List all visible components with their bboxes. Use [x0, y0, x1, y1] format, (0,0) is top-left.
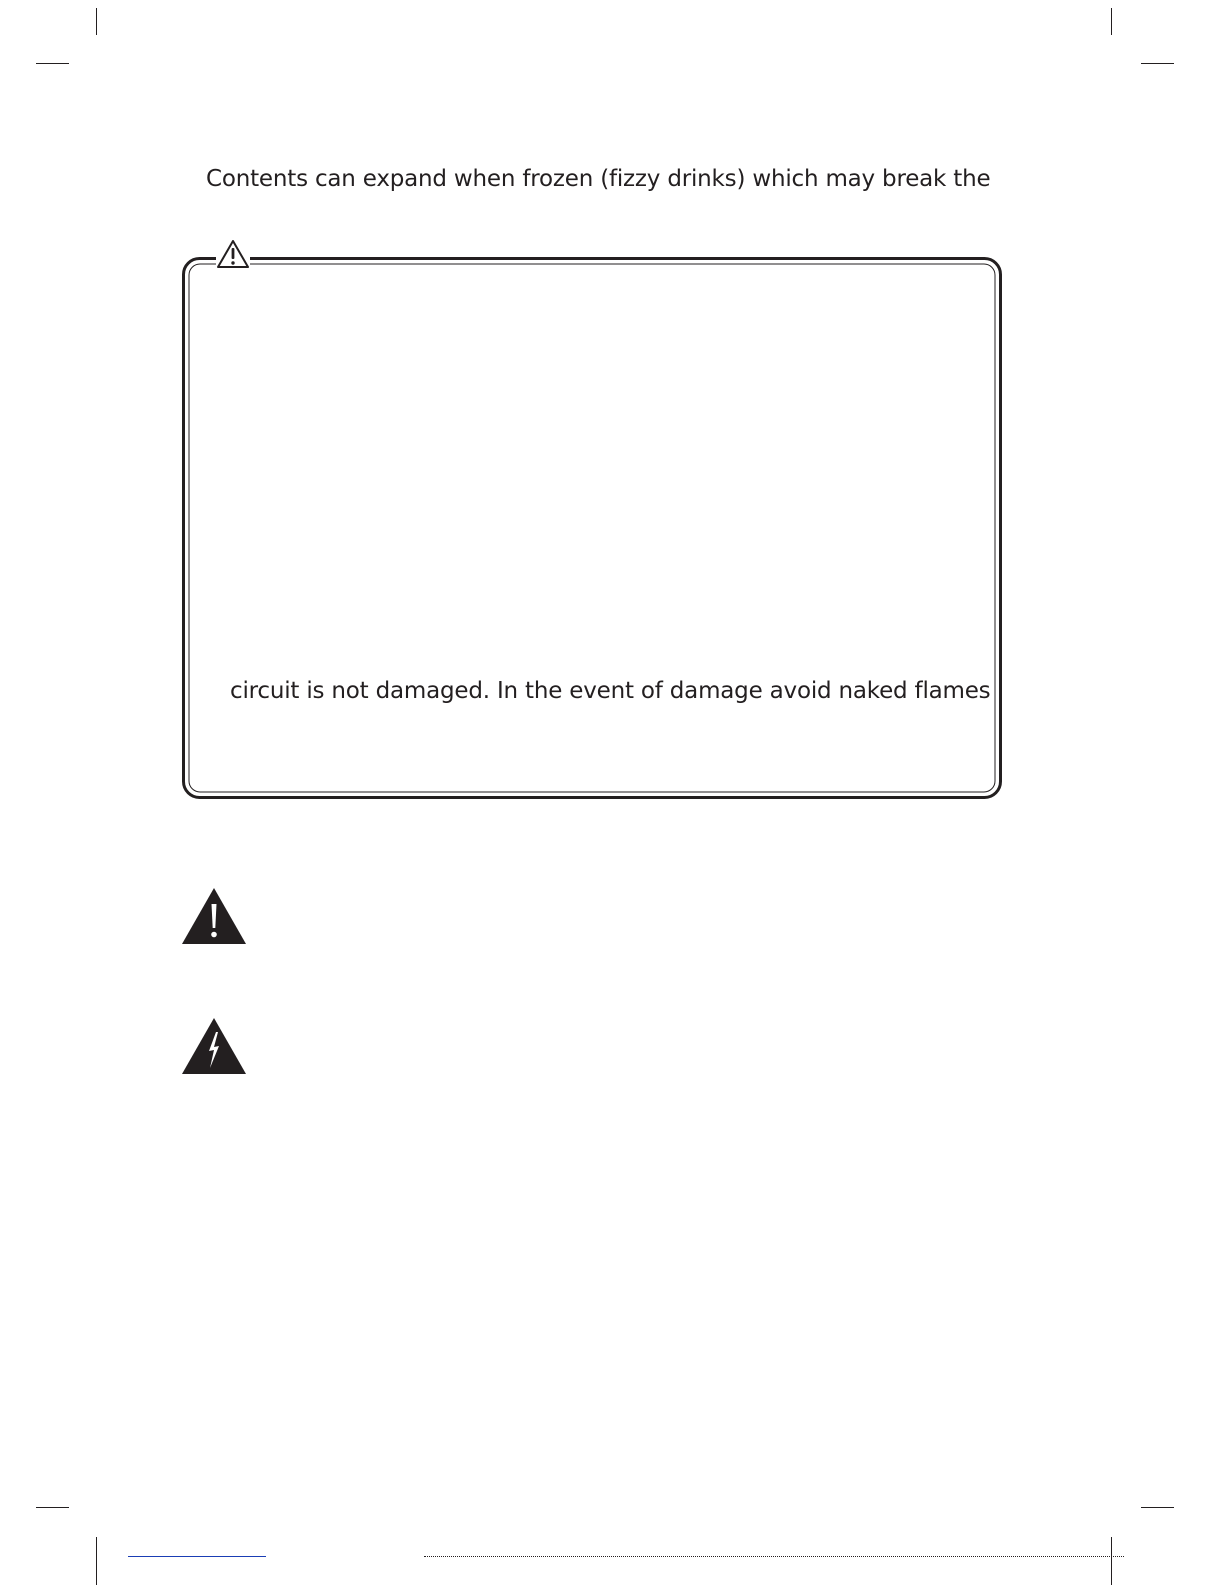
body-text-line: Contents can expand when frozen (fizzy drinks) which may break the [206, 166, 991, 192]
crop-mark-top-left-vertical [96, 8, 97, 35]
caution-outline-icon [216, 239, 250, 269]
caution-exclamation-icon [182, 888, 246, 944]
warning-box [182, 257, 1002, 799]
crop-mark-bottom-left-horizontal [36, 1507, 69, 1508]
crop-mark-bottom-left-vertical [96, 1537, 97, 1585]
crop-mark-bottom-right-vertical [1111, 1537, 1112, 1585]
warning-box-frame [182, 257, 1002, 799]
crop-mark-top-right-vertical [1111, 8, 1112, 35]
warning-box-text-line: circuit is not damaged. In the event of damage avoid naked flames [230, 678, 991, 704]
crop-mark-top-right-horizontal [1141, 63, 1174, 64]
bottom-dotted-rule [424, 1556, 1124, 1558]
crop-mark-top-left-horizontal [36, 63, 69, 64]
crop-mark-bottom-right-horizontal [1141, 1507, 1174, 1508]
electric-shock-icon [182, 1018, 246, 1074]
bottom-link-line [128, 1556, 266, 1557]
